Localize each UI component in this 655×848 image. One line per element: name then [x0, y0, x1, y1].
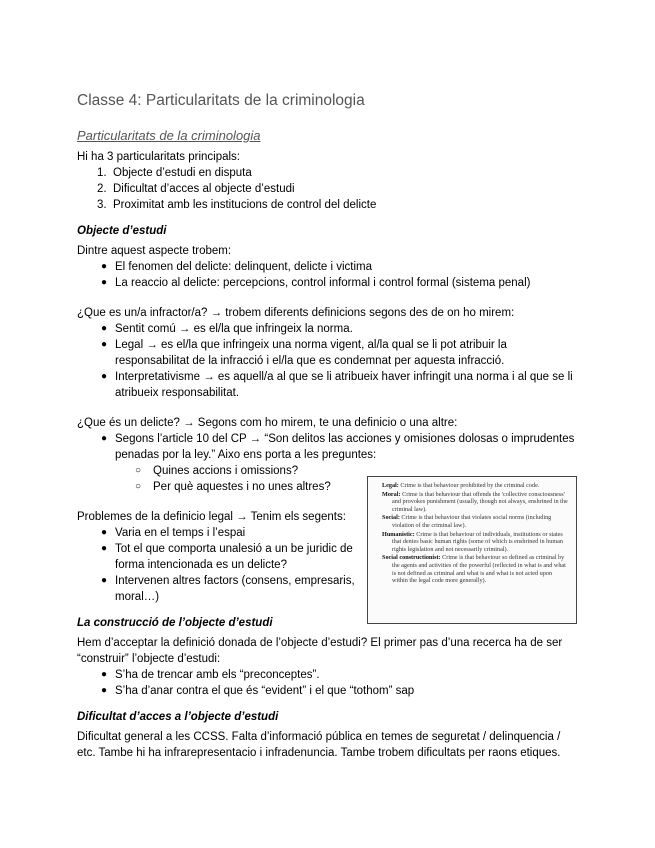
delicte-question: ¿Que és un delicte? → Segons com ho mirem, te una definicio o una altre: [77, 417, 458, 429]
bullet-icon: ● [101, 685, 108, 696]
book-excerpt-image [367, 476, 577, 624]
construccio-text: Hem d’acceptar la definició donada de l’objecte d’estudi? El primer pas d’una recerca ha de ser “construir” l’objecte d’estudi: [77, 637, 563, 665]
bullet-icon: ● [101, 323, 108, 334]
intro-text: Hi ha 3 particularitats principals: [77, 151, 240, 163]
excerpt-entry: Social: Crime is that behaviour that violates social norms (including violation of the criminal law). [382, 514, 552, 529]
list-item: ● Tot el que comporta unalesió a un be juridic de forma intencionada es un delicte? [101, 543, 353, 571]
list-item: 1. Objecte d’estudi en disputa [97, 167, 252, 179]
list-item: ● Intervenen altres factors (consens, empresaris, moral…) [101, 575, 355, 603]
list-item: 3. Proximitat amb les institucions de control del delicte [97, 199, 377, 211]
list-item: ● Varia en el temps i l’espai [101, 527, 246, 539]
excerpt-entry: Legal: Crime is that behaviour prohibited by the criminal code. [382, 482, 540, 489]
excerpt-entry: Moral: Crime is that behaviour that offends the 'collective consciousness' and provokes punishment (usually, though not always, enshrined in the criminal law). [382, 490, 568, 513]
infractor-question: ¿Que es un/a infractor/a? → trobem diferents definicions segons des de on ho mirem: [77, 307, 515, 319]
list-item: ● Segons l’article 10 del CP → “Son delitos las acciones y omisiones dolosas o imprudentes penadas por la ley.” Aixo ens porta a les preguntes: [101, 433, 575, 461]
page-title: Classe 4: Particularitats de la criminologia [77, 92, 365, 109]
bullet-icon: ● [101, 575, 108, 586]
delicte-list [77, 431, 577, 463]
problemes-intro: Problemes de la definicio legal → Tenim els segents: [77, 511, 346, 523]
dificultat-heading: Dificultat d’acces a l’objecte d’estudi [77, 711, 279, 723]
list-item: ○ Per què aquestes i no unes altres? [135, 481, 331, 493]
list-item: 2. Dificultat d’acces al objecte d’estudi [97, 183, 295, 195]
bullet-icon: ● [101, 261, 108, 272]
objecte-heading: Objecte d’estudi [77, 225, 167, 237]
list-item: ● La reaccio al delicte: percepcions, control informal i control formal (sistema penal) [101, 277, 531, 289]
objecte-list [77, 259, 577, 291]
document-page [77, 90, 577, 761]
bullet-icon: ● [101, 543, 108, 554]
list-item: ● Interpretativisme → es aquell/a al que se li atribueix haver infringit una norma i al que se li atribueix responsabilitat. [101, 371, 573, 399]
bullet-icon: ● [101, 669, 108, 680]
bullet-icon: ● [101, 433, 108, 444]
list-item: ○ Quines accions i omissions? [135, 465, 299, 477]
bullet-icon: ● [101, 277, 108, 288]
bullet-icon: ● [101, 371, 108, 382]
list-item: ● Sentit comú → es el/la que infringeix la norma. [101, 323, 353, 335]
particularitats-list [77, 165, 577, 213]
list-item: ● S’ha d’anar contra el que és “evident” i el que “tothom” sap [101, 685, 415, 697]
list-item: ● S’ha de trencar amb els “preconceptes”. [101, 669, 320, 681]
objecte-intro: Dintre aquest aspecte trobem: [77, 245, 232, 257]
list-item: ● Legal → es el/la que infringeix una norma vigent, al/la qual se li pot atribuir la responsabilitat de la infracció i el/la que es condemnat per aquesta infracció. [101, 339, 507, 367]
circle-bullet-icon: ○ [135, 481, 142, 492]
problemes-list [77, 525, 357, 605]
bullet-icon: ● [101, 339, 108, 350]
dificultat-text: Dificultat general a les CCSS. Falta d’informació pública en temes de seguretat / delinquencia / etc. Tambe hi ha infrarepresentacio i infradenuncia. Tambe trobem dificultats per raons etiques. [77, 731, 561, 759]
infractor-list [77, 321, 577, 401]
excerpt-entry: Social constructionist: Crime is that behaviour so defined as criminal by the agents and activities of the powerful (reflected in what is and what is not defined as criminal and what is and what is not acted upon within the legal code more generally). [382, 554, 566, 585]
construccio-heading: La construcció de l’objecte d’estudi [77, 617, 273, 629]
circle-bullet-icon: ○ [135, 465, 142, 476]
construccio-list [77, 667, 577, 699]
list-item: ● El fenomen del delicte: delinquent, delicte i victima [101, 261, 372, 273]
bullet-icon: ● [101, 527, 108, 538]
excerpt-entry: Humanistic: Crime is that behaviour of individuals, institutions or states that denies basic human rights (some of which is enshrined in human rights legislation and not necessarily criminal). [382, 530, 563, 553]
section-subtitle: Particularitats de la criminologia [77, 128, 261, 143]
